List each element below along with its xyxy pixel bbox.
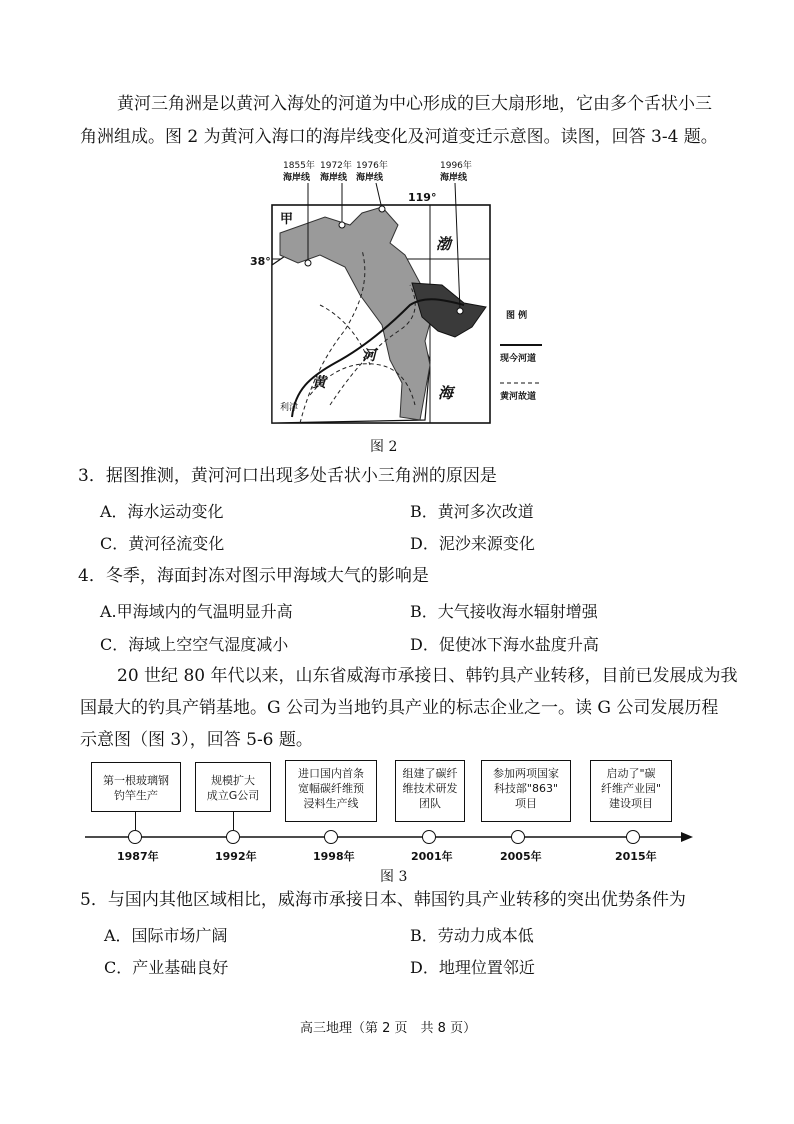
label-1996: 1996年 — [440, 161, 472, 171]
figure-3-timeline — [85, 760, 695, 868]
q3-option-d[interactable]: D．泥沙来源变化 — [410, 534, 535, 553]
q5-option-a[interactable]: A．国际市场广阔 — [104, 926, 228, 945]
event-text: 第一根玻璃钢 — [103, 774, 169, 787]
label-hai: 海 — [438, 384, 454, 402]
timeline-year: 2001年 — [411, 850, 453, 863]
label-coast-1972: 海岸线 — [320, 173, 348, 183]
timeline-stem — [233, 812, 234, 830]
legend-now-label: 现今河道 — [500, 354, 537, 364]
event-text: 维技术研发 — [402, 782, 458, 795]
q5-option-d[interactable]: D．地理位置邻近 — [410, 958, 535, 977]
timeline-dot — [128, 830, 142, 844]
timeline-stem — [135, 812, 136, 830]
timeline-year: 1998年 — [313, 850, 355, 863]
legend-title: 图 例 — [506, 311, 528, 321]
page-footer: 高三地理（第 2 页 共 8 页） — [300, 1021, 477, 1036]
label-jia: 甲 — [280, 212, 294, 227]
figure-2-map — [250, 155, 560, 455]
timeline-dot — [324, 830, 338, 844]
figure-2-caption: 图 2 — [370, 439, 398, 455]
label-coast-1976: 海岸线 — [356, 173, 384, 183]
q5-stem: 5．与国内其他区域相比，威海市承接日本、韩国钓具产业转移的突出优势条件为 — [80, 890, 686, 910]
label-1855: 1855年 — [283, 161, 315, 171]
label-1976: 1976年 — [356, 161, 388, 171]
timeline-event-2001 — [395, 760, 465, 822]
timeline-event-1992 — [195, 762, 271, 812]
event-text: 参加两项国家 — [493, 767, 559, 780]
event-text: 钓竿生产 — [114, 789, 158, 802]
q4-option-d[interactable]: D．促使冰下海水盐度升高 — [410, 635, 599, 654]
figure-3-caption: 图 3 — [380, 869, 408, 885]
event-text: 成立G公司 — [206, 789, 260, 802]
label-coast-1855: 海岸线 — [283, 173, 311, 183]
event-text: 进口国内首条 — [298, 767, 364, 780]
label-bo: 渤 — [436, 235, 452, 253]
label-coast-1996: 海岸线 — [440, 173, 468, 183]
event-text: 纤维产业园" — [600, 782, 662, 795]
timeline-dot — [626, 830, 640, 844]
event-text: 建设项目 — [609, 797, 653, 810]
point-1972 — [339, 222, 345, 228]
timeline-dot — [511, 830, 525, 844]
intro-paragraph-2-line-1: 20 世纪 80 年代以来，山东省威海市承接日、韩钓具产业转移，目前已发展成为我 — [117, 666, 738, 686]
label-longitude: 119° — [408, 191, 437, 204]
point-1976 — [379, 206, 385, 212]
intro-paragraph-2-line-3: 示意图（图 3），回答 5-6 题。 — [80, 730, 313, 750]
label-huang: 黄 — [312, 375, 326, 391]
event-text: 团队 — [419, 797, 441, 810]
event-text: 科技部"863" — [493, 782, 559, 795]
event-text: 规模扩大 — [211, 774, 255, 787]
intro-paragraph-2-line-2: 国最大的钓具产销基地。G 公司为当地钓具产业的标志企业之一。读 G 公司发展历程 — [80, 698, 719, 718]
event-text: 浸料生产线 — [303, 797, 359, 810]
intro-paragraph-1-line-2: 角洲组成。图 2 为黄河入海口的海岸线变化及河道变迁示意图。读图，回答 3-4 题。 — [80, 127, 718, 147]
intro-paragraph-1-line-1: 黄河三角洲是以黄河入海处的河道为中心形成的巨大扇形地，它由多个舌状小三 — [117, 94, 712, 114]
q4-option-b[interactable]: B．大气接收海水辐射增强 — [410, 602, 598, 621]
event-text: 组建了碳纤 — [402, 767, 458, 780]
timeline-dot — [422, 830, 436, 844]
q3-option-c[interactable]: C．黄河径流变化 — [100, 534, 225, 553]
q5-option-c[interactable]: C．产业基础良好 — [104, 958, 229, 977]
label-he: 河 — [362, 348, 376, 364]
timeline-year: 1987年 — [117, 850, 159, 863]
timeline-dot — [226, 830, 240, 844]
timeline-arrow-icon — [681, 832, 693, 842]
timeline-year: 2015年 — [615, 850, 657, 863]
event-text: 宽幅碳纤维预 — [298, 782, 364, 795]
event-text: 项目 — [515, 797, 537, 810]
timeline-year: 2005年 — [500, 850, 542, 863]
q4-option-c[interactable]: C．海域上空空气湿度减小 — [100, 635, 289, 654]
label-1972: 1972年 — [320, 161, 352, 171]
timeline-event-1998 — [285, 760, 377, 822]
yellow-river-delta-map — [250, 155, 560, 455]
timeline-event-1987 — [91, 762, 181, 812]
timeline-event-2015 — [590, 760, 672, 822]
q4-option-a[interactable]: A.甲海域内的气温明显升高 — [100, 602, 293, 621]
q3-option-b[interactable]: B．黄河多次改道 — [410, 502, 534, 521]
q4-stem: 4．冬季，海面封冻对图示甲海域大气的影响是 — [78, 566, 429, 586]
timeline-event-2005 — [481, 760, 571, 822]
q5-option-b[interactable]: B．劳动力成本低 — [410, 926, 534, 945]
timeline-year: 1992年 — [215, 850, 257, 863]
point-1996 — [457, 308, 463, 314]
point-1855 — [305, 260, 311, 266]
event-text: 启动了"碳 — [606, 767, 656, 780]
label-latitude: 38° — [250, 255, 271, 268]
legend-old-label: 黄河故道 — [500, 392, 537, 402]
label-lijin: 利津 — [280, 403, 299, 413]
q3-stem: 3．据图推测，黄河河口出现多处舌状小三角洲的原因是 — [78, 466, 497, 486]
q3-option-a[interactable]: A．海水运动变化 — [100, 502, 224, 521]
